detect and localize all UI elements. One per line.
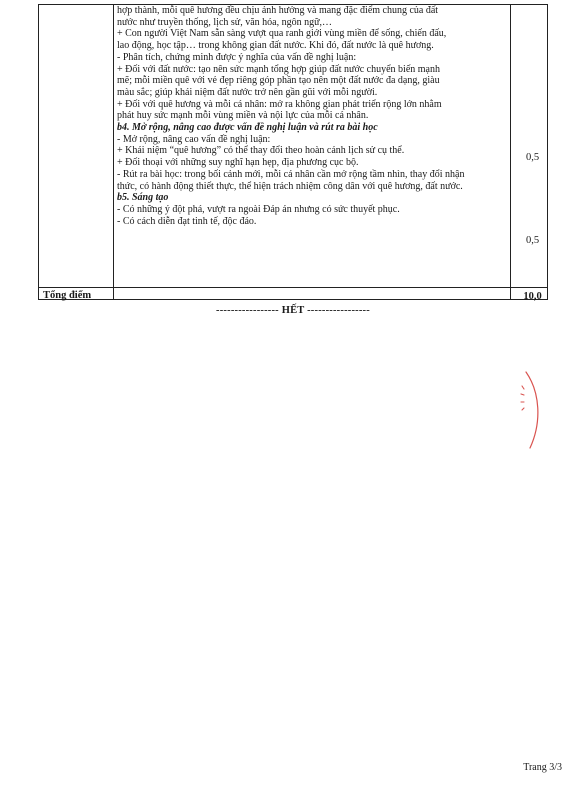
content-line: màu sắc; giúp khái niệm đất nước trở nên gần gũi với mỗi người.: [117, 86, 378, 98]
section-b4-score: 0,5: [525, 152, 540, 163]
content-line: + Đối với đất nước: tạo nên sức mạnh tổng hợp giúp đất nước chuyển biến mạnh: [117, 63, 440, 75]
section-b5-heading: b5. Sáng tạo: [117, 192, 169, 204]
total-row-divider: [39, 287, 547, 288]
section-b4-heading: b4. Mở rộng, nâng cao được vấn đề nghị luận và rút ra bài học: [117, 122, 378, 134]
answer-key-table: [38, 4, 548, 300]
end-of-document-mark: ----------------- HẾT -----------------: [216, 305, 370, 316]
content-line: hợp thành, mỗi quê hương đều chịu ảnh hưởng và mang đặc điểm chung của đất: [117, 5, 439, 16]
content-line: + Đối với quê hương và mỗi cá nhân: mở ra không gian phát triển rộng lớn nhằm: [117, 98, 442, 110]
total-score-value: 10,0: [523, 291, 542, 302]
section-b4-line: thức, có hành động thiết thực, thể hiện trách nhiệm công dân với quê hương, đất nước.: [117, 180, 463, 192]
section-b4-line: - Mở rộng, nâng cao vấn đề nghị luận:: [117, 133, 271, 145]
total-score-label: Tổng điểm: [43, 290, 92, 301]
content-line: - Phân tích, chứng minh được ý nghĩa của vấn đề nghị luận:: [117, 51, 357, 63]
section-b5-line: - Có những ý đột phá, vượt ra ngoài Đáp án nhưng có sức thuyết phục.: [117, 203, 400, 215]
content-line: mẽ; mỗi miền quê với vẻ đẹp riêng góp phần tạo nên một đất nước đa dạng, giàu: [117, 75, 440, 87]
section-b5-line: - Có cách diễn đạt tinh tế, độc đáo.: [117, 215, 257, 227]
red-stamp-mark: [512, 370, 542, 450]
content-line: nước như truyền thống, lịch sử, văn hóa, ngôn ngữ,…: [117, 16, 332, 28]
section-b4-line: + Khái niệm “quê hương” có thể thay đổi theo hoàn cảnh lịch sử cụ thể.: [117, 145, 405, 157]
content-line: phát huy sức mạnh mỗi vùng miền và nội lực của mỗi cá nhân.: [117, 110, 369, 122]
page-number: Trang 3/3: [523, 762, 562, 773]
answer-content-cell: [114, 5, 514, 227]
section-b5-score: 0,5: [525, 235, 540, 246]
section-b4-line: + Đối thoại với những suy nghĩ hạn hẹp, địa phương cục bộ.: [117, 157, 359, 169]
content-line: lao động, học tập… trong không gian đất nước. Khi đó, đất nước là quê hương.: [117, 40, 434, 52]
section-b4-line: - Rút ra bài học: trong bối cảnh mới, mỗi cá nhân cần mở rộng tầm nhìn, thay đổi nhận: [117, 168, 465, 180]
content-line: + Con người Việt Nam sẵn sàng vượt qua ranh giới vùng miền để sống, chiến đấu,: [117, 28, 447, 40]
